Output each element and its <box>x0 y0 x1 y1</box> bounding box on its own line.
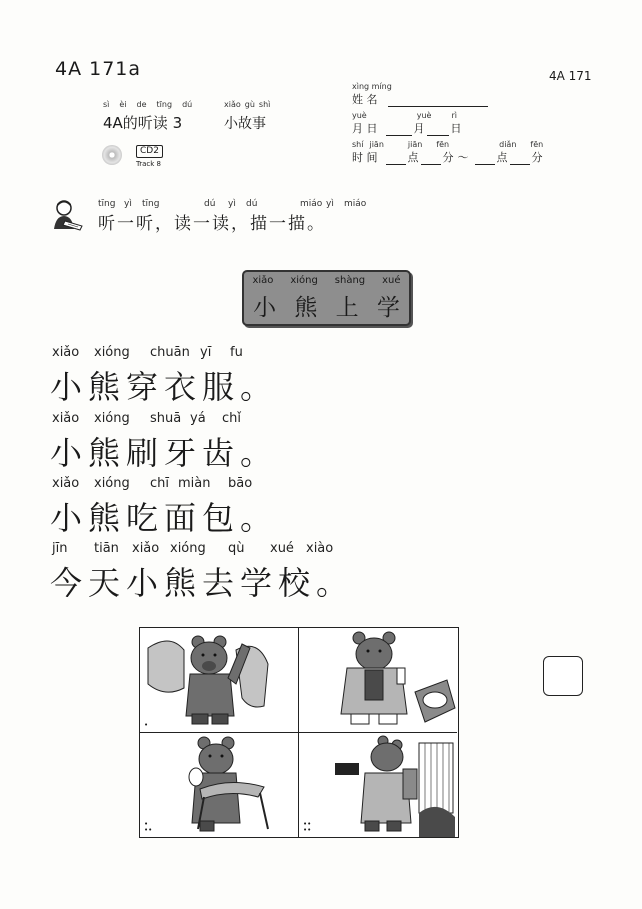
time-label: 时 间 <box>352 151 378 164</box>
name-label: 姓 名 <box>352 93 378 106</box>
date-pinyin: yuè yuè rì <box>352 111 457 120</box>
track-label: Track 8 <box>136 160 161 168</box>
line-2-text: 小熊刷牙齿。 <box>50 434 279 472</box>
time-row: 时 间 点 分 ～ 点 分 <box>352 151 543 164</box>
bear-going-to-school-icon <box>299 733 457 837</box>
series-title-pinyin: sì èi de tīng dú <box>103 100 193 109</box>
story-title: 小 熊 上 学 <box>253 295 400 321</box>
panel-bear-eating-bread[interactable] <box>140 733 299 837</box>
answer-box[interactable] <box>543 656 583 696</box>
name-pinyin: xìng míng <box>352 82 392 91</box>
start-hour-field[interactable] <box>386 153 406 165</box>
line-4-text: 今天小熊去学校。 <box>50 564 355 602</box>
instruction-block <box>98 199 366 234</box>
instruction-text: 听一听，读一读，描一描。 <box>98 214 326 234</box>
instruction-pinyin: tīng yì tīng dú yì dú miáo yì miáo <box>98 199 367 209</box>
story-title-pinyin: xiǎo xióng shàng xué <box>252 275 401 286</box>
bear-eating-bread-icon <box>140 733 298 837</box>
story-title-banner <box>242 270 411 326</box>
bear-dressing-icon <box>140 628 298 732</box>
cd-disc-icon <box>102 145 122 165</box>
student-info <box>352 82 543 165</box>
end-hour-field[interactable] <box>475 153 495 165</box>
date-row: 月 日 月 日 <box>352 122 462 135</box>
page-code: 4A 171a <box>55 58 142 80</box>
series-title: 4A的听读 3 <box>103 114 183 132</box>
name-field[interactable] <box>388 95 488 107</box>
page-code-right: 4A 171 <box>549 69 592 83</box>
story-type-title: 小故事 <box>224 116 266 132</box>
panel-bear-going-to-school[interactable] <box>299 733 457 837</box>
story-type-block <box>224 100 270 133</box>
date-label: 月 日 <box>352 122 378 135</box>
line-1-text: 小熊穿衣服。 <box>50 368 279 406</box>
picture-sequence-grid <box>139 627 459 838</box>
panel-3-dots: • •• <box>144 820 153 834</box>
panel-bear-brushing-teeth[interactable] <box>299 628 457 733</box>
day-field[interactable] <box>427 124 449 136</box>
month-field[interactable] <box>386 124 412 136</box>
name-row <box>352 91 543 107</box>
story-type-pinyin: xiǎo gù shì <box>224 100 271 109</box>
series-title-block <box>103 100 192 133</box>
panel-4-dots: •• •• <box>303 820 312 834</box>
start-minute-field[interactable] <box>421 153 441 165</box>
end-minute-field[interactable] <box>510 153 530 165</box>
reading-child-icon <box>50 199 84 231</box>
panel-1-dots: • <box>144 721 149 729</box>
panel-bear-dressing[interactable] <box>140 628 299 733</box>
bear-brushing-teeth-icon <box>299 628 457 732</box>
cd-label: CD2 <box>136 145 163 158</box>
line-3-text: 小熊吃面包。 <box>50 499 279 537</box>
time-pinyin: shí jiān jiān fēn diǎn fēn <box>352 140 544 149</box>
